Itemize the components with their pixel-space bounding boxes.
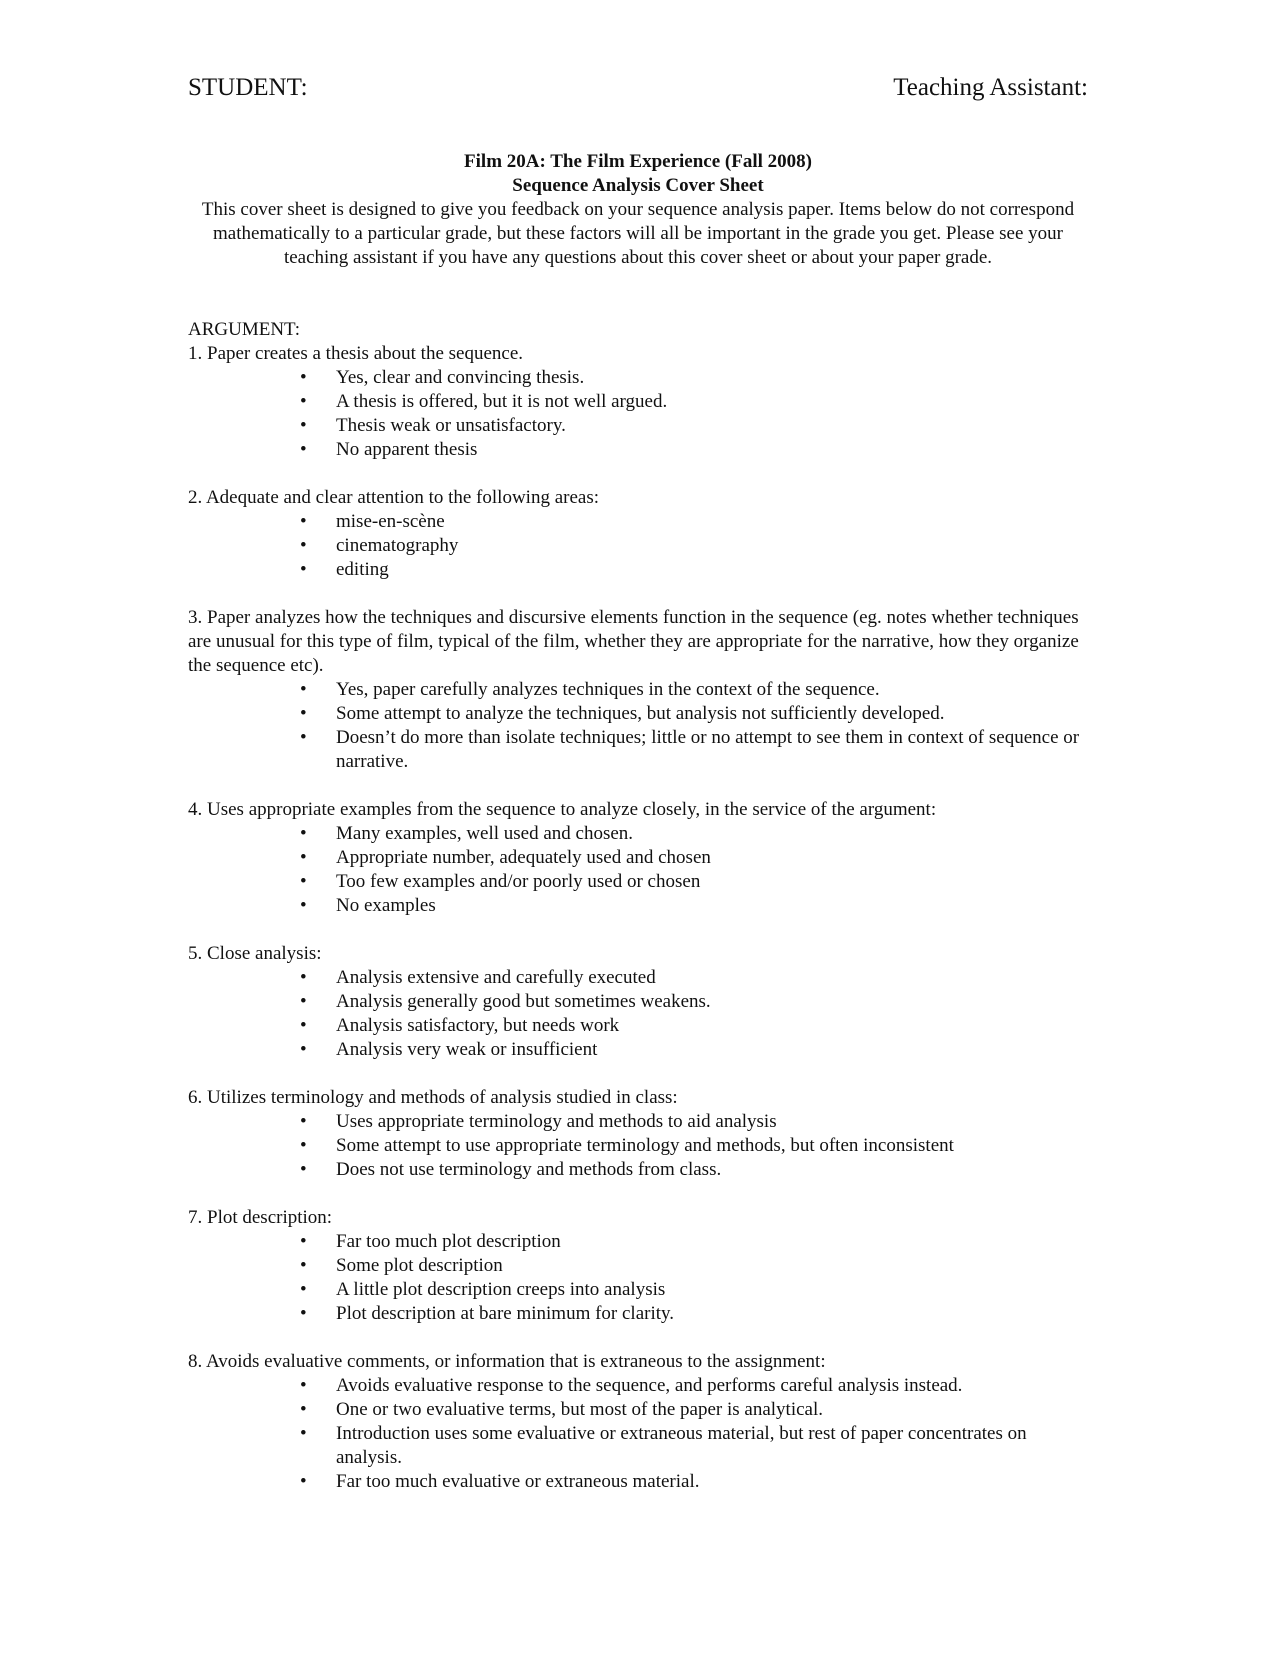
bullet-icon: •	[300, 1015, 307, 1036]
criterion-option	[300, 702, 1088, 726]
option-text: Analysis satisfactory, but needs work	[336, 1015, 620, 1036]
bullet-icon: •	[300, 1471, 307, 1492]
bullet-icon: •	[300, 991, 307, 1012]
bullet-icon: •	[300, 967, 307, 988]
criterion-option	[300, 1278, 1088, 1302]
bullet-icon: •	[300, 367, 307, 388]
bullet-icon: •	[300, 439, 307, 460]
criterion-option	[300, 1398, 1088, 1422]
option-text: Introduction uses some evaluative or extraneous material, but rest of paper concentrates on analysis.	[336, 1423, 1027, 1468]
criterion-section	[188, 342, 1088, 462]
bullet-icon: •	[300, 1399, 307, 1420]
bullet-icon: •	[300, 895, 307, 916]
criterion-section	[188, 942, 1088, 1062]
criterion-section	[188, 486, 1088, 582]
option-text: cinematography	[336, 535, 459, 556]
criterion-options	[188, 678, 1088, 774]
bullet-icon: •	[300, 1135, 307, 1156]
criterion-option	[300, 966, 1088, 990]
criterion-option	[300, 558, 1088, 582]
bullet-icon: •	[300, 847, 307, 868]
option-text: Analysis generally good but sometimes weakens.	[336, 991, 711, 1012]
criterion-options	[188, 1374, 1088, 1494]
bullet-icon: •	[300, 1375, 307, 1396]
option-text: One or two evaluative terms, but most of the paper is analytical.	[336, 1399, 823, 1420]
option-text: No apparent thesis	[336, 439, 478, 460]
document-title: Film 20A: The Film Experience (Fall 2008)	[464, 151, 812, 172]
criterion-option	[300, 534, 1088, 558]
bullet-icon: •	[300, 871, 307, 892]
option-text: Analysis very weak or insufficient	[336, 1039, 598, 1060]
option-text: Analysis extensive and carefully executed	[336, 967, 656, 988]
criterion-question: 2. Adequate and clear attention to the following areas:	[188, 487, 599, 508]
criterion-option	[300, 1014, 1088, 1038]
option-text: Some plot description	[336, 1255, 503, 1276]
bullet-icon: •	[300, 559, 307, 580]
criterion-option	[300, 1158, 1088, 1182]
criterion-option	[300, 414, 1088, 438]
criterion-option	[300, 438, 1088, 462]
criterion-question: 4. Uses appropriate examples from the sequence to analyze closely, in the service of the argument:	[188, 799, 937, 820]
criterion-option	[300, 1254, 1088, 1278]
bullet-icon: •	[300, 415, 307, 436]
criterion-question: 5. Close analysis:	[188, 943, 322, 964]
criterion-option	[300, 678, 1088, 702]
option-text: Avoids evaluative response to the sequence, and performs careful analysis instead.	[336, 1375, 963, 1396]
option-text: Some attempt to use appropriate terminology and methods, but often inconsistent	[336, 1135, 954, 1156]
criterion-option	[300, 366, 1088, 390]
criteria-list	[188, 342, 1088, 1494]
criterion-option	[300, 1470, 1088, 1494]
bullet-icon: •	[300, 1159, 307, 1180]
bullet-icon: •	[300, 1279, 307, 1300]
criterion-options	[188, 822, 1088, 918]
intro-paragraph: This cover sheet is designed to give you feedback on your sequence analysis paper. Items below do not correspond mathematically to a particular grade, but these factors will all be important in the grade you get. Please see your teaching assistant if you have any questions about this cover sheet or about your paper grade.	[201, 199, 1075, 268]
criterion-option	[300, 990, 1088, 1014]
criterion-question: 6. Utilizes terminology and methods of analysis studied in class:	[188, 1087, 678, 1108]
option-text: Many examples, well used and chosen.	[336, 823, 634, 844]
criterion-option	[300, 1110, 1088, 1134]
bullet-icon: •	[300, 1255, 307, 1276]
criterion-section	[188, 1350, 1088, 1494]
option-text: mise-en-scène	[336, 511, 445, 532]
criterion-option	[300, 726, 1088, 774]
criteria-content	[188, 318, 1088, 1518]
bullet-icon: •	[300, 511, 307, 532]
option-text: Far too much plot description	[336, 1231, 561, 1252]
bullet-icon: •	[300, 727, 307, 748]
option-text: Uses appropriate terminology and methods to aid analysis	[336, 1111, 777, 1132]
bullet-icon: •	[300, 703, 307, 724]
bullet-icon: •	[300, 1303, 307, 1324]
option-text: A thesis is offered, but it is not well argued.	[336, 391, 668, 412]
criterion-options	[188, 1110, 1088, 1182]
criterion-options	[188, 510, 1088, 582]
bullet-icon: •	[300, 1231, 307, 1252]
criterion-option	[300, 846, 1088, 870]
criterion-option	[300, 1374, 1088, 1398]
option-text: No examples	[336, 895, 436, 916]
criterion-option	[300, 822, 1088, 846]
option-text: A little plot description creeps into analysis	[336, 1279, 666, 1300]
bullet-icon: •	[300, 1039, 307, 1060]
criterion-options	[188, 966, 1088, 1062]
bullet-icon: •	[300, 1423, 307, 1444]
option-text: Thesis weak or unsatisfactory.	[336, 415, 566, 436]
criterion-option	[300, 894, 1088, 918]
option-text: Yes, paper carefully analyzes techniques in the context of the sequence.	[336, 679, 880, 700]
bullet-icon: •	[300, 1111, 307, 1132]
criterion-option	[300, 510, 1088, 534]
criterion-option	[300, 1302, 1088, 1326]
bullet-icon: •	[300, 823, 307, 844]
option-text: Yes, clear and convincing thesis.	[336, 367, 585, 388]
criterion-options	[188, 366, 1088, 462]
student-label: STUDENT:	[188, 74, 308, 101]
criterion-option	[300, 1230, 1088, 1254]
bullet-icon: •	[300, 535, 307, 556]
criterion-question: 1. Paper creates a thesis about the sequence.	[188, 343, 524, 364]
criterion-option	[300, 870, 1088, 894]
option-text: Far too much evaluative or extraneous material.	[336, 1471, 700, 1492]
option-text: Some attempt to analyze the techniques, but analysis not sufficiently developed.	[336, 703, 945, 724]
criterion-section	[188, 606, 1088, 774]
option-text: Plot description at bare minimum for clarity.	[336, 1303, 675, 1324]
criterion-option	[300, 390, 1088, 414]
option-text: Too few examples and/or poorly used or chosen	[336, 871, 701, 892]
title-block	[188, 150, 1088, 198]
criterion-options	[188, 1230, 1088, 1326]
criterion-option	[300, 1134, 1088, 1158]
bullet-icon: •	[300, 391, 307, 412]
criterion-question: 7. Plot description:	[188, 1207, 333, 1228]
criterion-option	[300, 1422, 1088, 1470]
teaching-assistant-label: Teaching Assistant:	[893, 74, 1088, 101]
criterion-section	[188, 1206, 1088, 1326]
criterion-section	[188, 798, 1088, 918]
criterion-section	[188, 1086, 1088, 1182]
bullet-icon: •	[300, 679, 307, 700]
criterion-question: 8. Avoids evaluative comments, or information that is extraneous to the assignment:	[188, 1351, 826, 1372]
criterion-question: 3. Paper analyzes how the techniques and discursive elements function in the sequence (eg. notes whether techniques are unusual for this type of film, typical of the film, whether they are appropriate for the narrative, how they organize the sequence etc).	[188, 607, 1079, 676]
argument-heading: ARGUMENT:	[188, 319, 300, 340]
option-text: Doesn’t do more than isolate techniques; little or no attempt to see them in context of sequence or narrative.	[336, 727, 1080, 772]
criterion-option	[300, 1038, 1088, 1062]
option-text: Does not use terminology and methods from class.	[336, 1159, 722, 1180]
option-text: editing	[336, 559, 389, 580]
document-subtitle: Sequence Analysis Cover Sheet	[512, 175, 764, 196]
option-text: Appropriate number, adequately used and chosen	[336, 847, 711, 868]
